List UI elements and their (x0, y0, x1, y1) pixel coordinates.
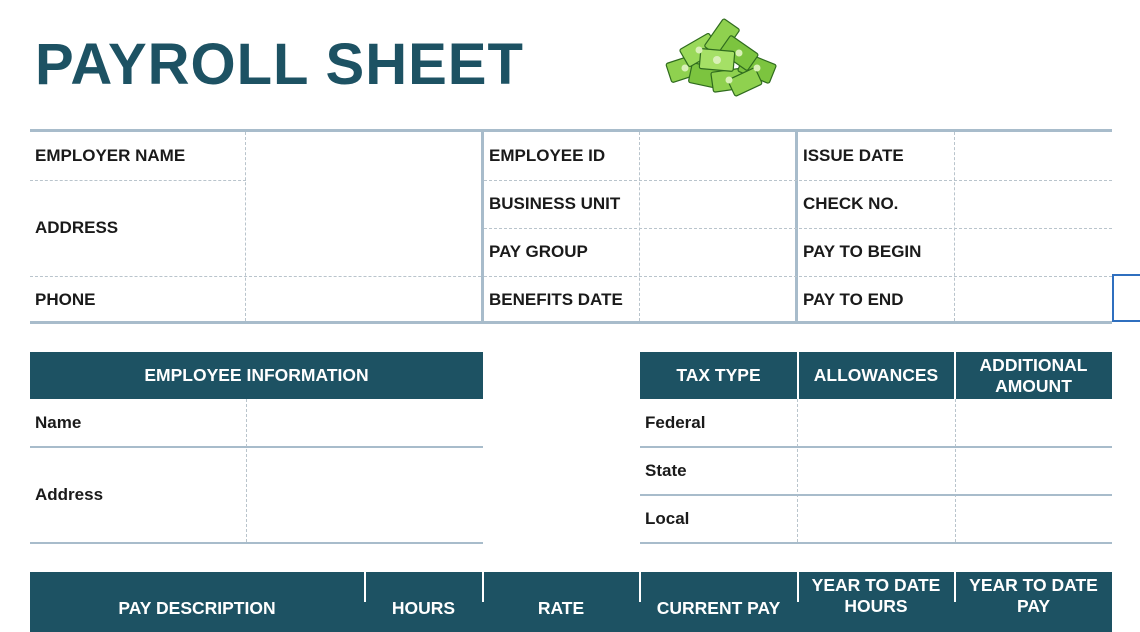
divider (364, 572, 366, 602)
local-allowances-field[interactable] (798, 496, 955, 542)
pay-to-begin-label: PAY TO BEGIN (803, 242, 922, 261)
state-additional-field[interactable] (956, 448, 1112, 494)
employee-address-field[interactable] (247, 448, 483, 542)
issue-date-label: ISSUE DATE (803, 146, 904, 165)
federal-additional-field[interactable] (956, 399, 1112, 446)
local-additional-field[interactable] (956, 496, 1112, 542)
pay-to-end-field[interactable] (955, 276, 1112, 324)
divider (797, 352, 799, 399)
employee-name-label: Name (35, 412, 82, 432)
pay-description-header: PAY DESCRIPTION (30, 572, 364, 632)
address-label: ADDRESS (35, 218, 119, 237)
divider (640, 542, 1112, 544)
employee-information-header: EMPLOYEE INFORMATION (30, 352, 483, 399)
business-unit-label: BUSINESS UNIT (489, 194, 621, 213)
pay-group-label: PAY GROUP (489, 242, 588, 261)
pay-group-field[interactable] (640, 228, 795, 276)
employer-name-label: EMPLOYER NAME (35, 146, 186, 165)
federal-allowances-field[interactable] (798, 399, 955, 446)
benefits-date-field[interactable] (640, 276, 795, 324)
state-allowances-field[interactable] (798, 448, 955, 494)
phone-label: PHONE (35, 290, 96, 309)
divider (482, 572, 484, 602)
employee-name-field[interactable] (247, 399, 483, 446)
benefits-date-label: BENEFITS DATE (489, 290, 623, 309)
allowances-header: ALLOWANCES (797, 352, 955, 399)
cell-selection-marker (1112, 274, 1140, 322)
federal-label: Federal (645, 412, 706, 432)
divider (30, 542, 483, 544)
employee-id-label: EMPLOYEE ID (489, 146, 606, 165)
hours-header: HOURS (365, 572, 482, 632)
page-title: PAYROLL SHEET (35, 32, 524, 97)
divider (797, 572, 799, 602)
pay-to-end-label: PAY TO END (803, 290, 904, 309)
employee-address-label: Address (35, 485, 104, 504)
pay-to-begin-field[interactable] (955, 228, 1112, 276)
divider (954, 352, 956, 399)
address-field[interactable] (246, 180, 481, 276)
check-no-field[interactable] (955, 180, 1112, 228)
rate-header: RATE (483, 572, 639, 632)
additional-amount-header: ADDITIONAL AMOUNT (955, 352, 1112, 399)
issue-date-field[interactable] (955, 132, 1112, 180)
money-stack-icon (660, 18, 785, 103)
ytd-pay-header: YEAR TO DATE PAY (955, 572, 1112, 632)
tax-type-header: TAX TYPE (640, 352, 797, 399)
ytd-hours-header: YEAR TO DATE HOURS (798, 572, 954, 632)
business-unit-field[interactable] (640, 180, 795, 228)
current-pay-header: CURRENT PAY (640, 572, 797, 632)
check-no-label: CHECK NO. (803, 194, 899, 213)
state-label: State (645, 461, 687, 480)
local-label: Local (645, 509, 690, 528)
divider (954, 572, 956, 602)
employer-name-field[interactable] (246, 132, 481, 180)
phone-field[interactable] (246, 276, 481, 324)
employer-info-grid (30, 129, 1112, 324)
divider (639, 572, 641, 602)
employee-id-field[interactable] (640, 132, 795, 180)
